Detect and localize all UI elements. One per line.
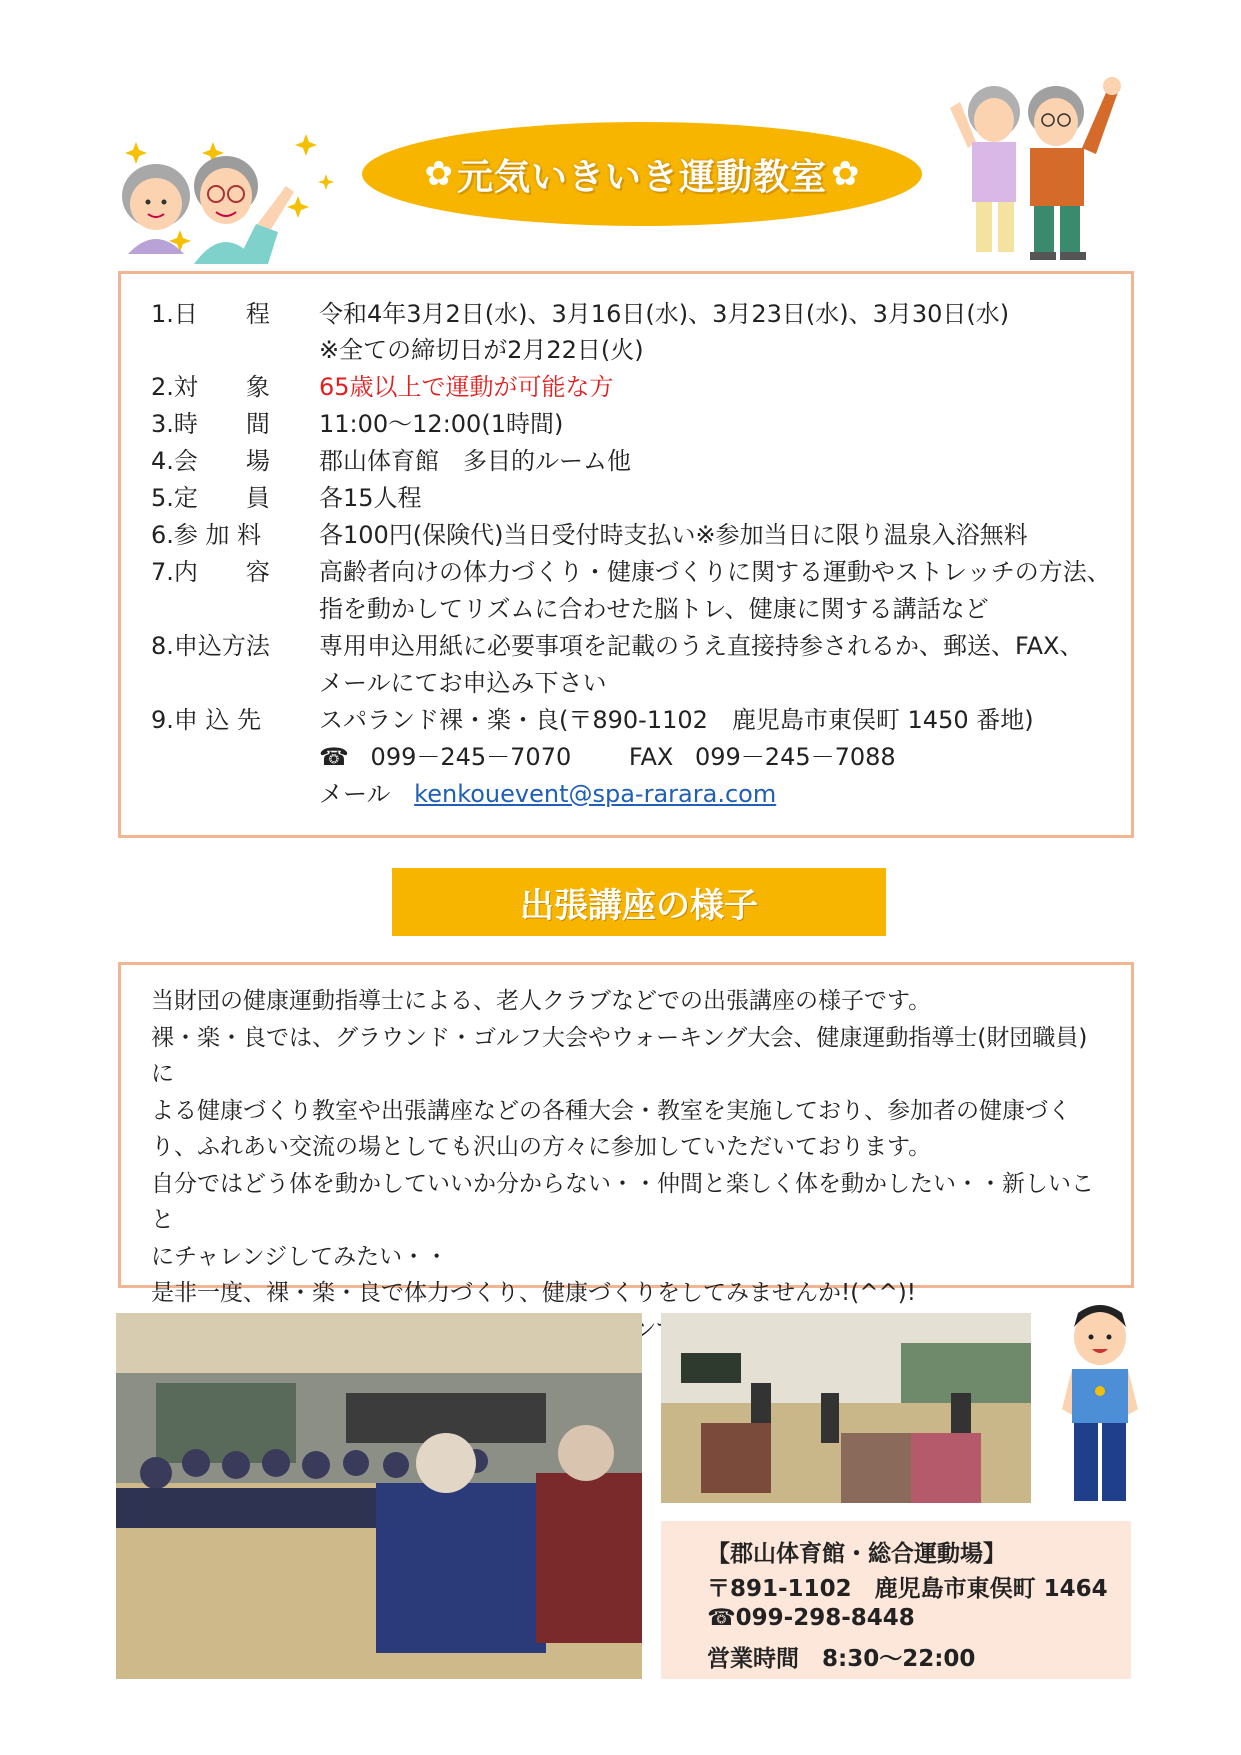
info-value: ※全ての締切日が2月22日(火): [319, 336, 644, 364]
description-box: [118, 962, 1134, 1306]
info-value: 各15人程: [319, 484, 422, 512]
info-label: 8.申込方法: [151, 632, 270, 660]
info-row-content-2: [151, 591, 989, 627]
info-value: 専用申込用紙に必要事項を記載のうえ直接持参されるか、郵送、FAX、: [319, 632, 1084, 660]
description-line: よる健康づくり教室や出張講座などの各種大会・教室を実施しており、参加者の健康づく: [151, 1097, 1071, 1124]
page-title: 元気いきいき運動教室: [456, 156, 827, 198]
info-label: 2.対 象: [151, 373, 270, 401]
description-line: 是非一度、裸・楽・良で体力づくり、健康づくりをしてみませんか!(^^)!: [151, 1280, 916, 1306]
info-value: 令和4年3月2日(水)、3月16日(水)、3月23日(水)、3月30日(水): [319, 300, 1010, 328]
info-value: 11:00～12:00(1時間): [319, 410, 564, 438]
elderly-couple-illustration-left: [118, 134, 358, 264]
description-line: 当財団の健康運動指導士による、老人クラブなどでの出張講座の様子です。: [151, 988, 932, 1014]
info-row-phone: [151, 739, 896, 775]
info-row-content: [151, 554, 1111, 590]
info-row-deadline: [151, 332, 644, 368]
info-label: 9.申 込 先: [151, 706, 262, 734]
info-row-capacity: [151, 480, 422, 516]
info-row-apply-method-2: [151, 665, 607, 701]
info-value: スパランド裸・楽・良(〒890-1102 鹿児島市東俣町 1450 番地): [319, 706, 1034, 734]
facility-name: 【郡山体育館・総合運動場】: [707, 1541, 1006, 1567]
info-value: 指を動かしてリズムに合わせた脳トレ、健康に関する講話など: [319, 595, 989, 623]
info-label: 1.日 程: [151, 300, 270, 328]
email-link[interactable]: kenkouevent@spa-rarara.com: [414, 780, 777, 808]
info-row-fee: [151, 517, 1028, 553]
info-value: メールにてお申込み下さい: [319, 669, 607, 697]
section-header: [392, 868, 886, 936]
info-value: 高齢者向けの体力づくり・健康づくりに関する運動やストレッチの方法、: [319, 558, 1111, 586]
description-line: 裸・楽・良では、グラウンド・ゴルフ大会やウォーキング大会、健康運動指導士(財団職員)に: [151, 1024, 1088, 1087]
fax-label: FAX: [628, 743, 674, 771]
title-banner: [362, 122, 922, 226]
facility-info-box: [661, 1521, 1131, 1679]
info-row-schedule: [151, 296, 1010, 332]
info-row-mail: [151, 776, 777, 812]
facility-address: 〒891-1102 鹿児島市東俣町 1464: [707, 1576, 1108, 1602]
elderly-couple-illustration-right: [946, 72, 1126, 262]
description-line: 自分ではどう体を動かしていいか分からない・・仲間と楽しく体を動かしたい・・新しいこと: [151, 1170, 1094, 1233]
description-line: にチャレンジしてみたい・・: [151, 1243, 449, 1270]
facility-hours: 営業時間 8:30～22:00: [707, 1646, 976, 1672]
phone-icon: ☎: [319, 743, 349, 771]
info-row-venue: [151, 443, 631, 479]
info-value: 郡山体育館 多目的ルーム他: [319, 447, 631, 475]
mail-label: メール: [319, 780, 391, 808]
description-line: り、ふれあい交流の場としても沢山の方々に参加していただいております。: [151, 1134, 932, 1160]
fax-number: 099－245－7088: [695, 743, 896, 771]
info-label: 5.定 員: [151, 484, 270, 512]
info-label: 3.時 間: [151, 410, 270, 438]
info-row-apply-method: [151, 628, 1084, 664]
exercise-photo-right: [661, 1313, 1031, 1503]
info-row-time: [151, 406, 564, 442]
instructor-illustration: [1060, 1305, 1140, 1505]
info-value-target: 65歳以上で運動が可能な方: [319, 373, 614, 401]
clover-icon: ✿: [831, 154, 860, 194]
info-value: 各100円(保険代)当日受付時支払い※参加当日に限り温泉入浴無料: [319, 521, 1028, 549]
section-title: 出張講座の様子: [520, 885, 758, 926]
seminar-photo-left: [116, 1313, 642, 1679]
clover-icon: ✿: [424, 154, 453, 194]
info-label: 4.会 場: [151, 447, 270, 475]
facility-phone: ☎099-298-8448: [707, 1605, 915, 1631]
phone-number: 099－245－7070: [370, 743, 572, 771]
info-label: 7.内 容: [151, 558, 270, 586]
info-row-apply-to: [151, 702, 1034, 738]
info-row-target: [151, 369, 614, 405]
info-label: 6.参 加 料: [151, 521, 262, 549]
event-info-box: [118, 271, 1134, 838]
